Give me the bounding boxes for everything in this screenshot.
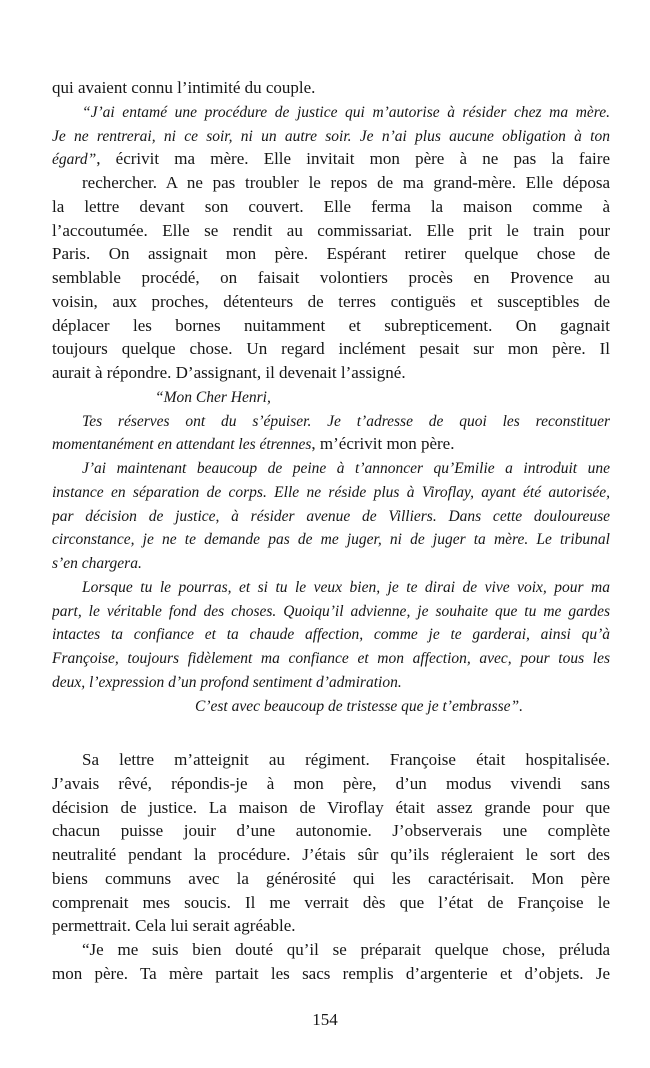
italic-text: Françoise, toujours fidèlement ma confiance et mon affection, avec, pour tous les: [52, 650, 610, 667]
italic-text: intactes ta confiance et ta chaude affection, comme je te garderai, ainsi qu’à: [52, 626, 610, 644]
text-line: [52, 796, 610, 820]
text-line: [52, 195, 610, 219]
text-line: [52, 409, 610, 433]
text-line: [52, 748, 610, 772]
text-line: [52, 504, 610, 528]
italic-text: momentanément en attendant les étrennes: [52, 436, 312, 454]
text-line: [52, 219, 610, 243]
text-line: [52, 385, 610, 409]
text-segment: décision de justice. La maison de Viroflay était assez grande pour que: [52, 797, 610, 817]
text-line: [52, 242, 610, 266]
text-segment: mon père. Ta mère partait les sacs remplis d’argenterie et d’objets. Je: [52, 963, 610, 983]
text-segment: la lettre devant son couvert. Elle ferma la maison comme à: [52, 196, 610, 216]
text-line: [52, 361, 610, 385]
text-line: [52, 670, 610, 694]
italic-text: instance en séparation de corps. Elle ne réside plus à Viroflay, ayant été autorisée,: [52, 483, 610, 501]
text-line: [52, 314, 610, 338]
text-line: [52, 694, 610, 718]
text-segment: rechercher. A ne pas troubler le repos de ma grand-mère. Elle déposa: [82, 173, 610, 192]
text-line: [52, 266, 610, 290]
text-line: [52, 646, 610, 670]
text-segment: , écrivit ma mère. Elle invitait mon père à ne pas la faire: [96, 149, 610, 169]
text-segment: chacun puisse jouir d’une autonomie. J’observerais une complète: [52, 821, 610, 841]
text-line: [52, 622, 610, 646]
text-segment: déplacer les bornes nuitamment et subrepticement. On gagnait: [52, 315, 610, 335]
text-line: [52, 575, 610, 599]
page-number: 154: [312, 1010, 338, 1029]
italic-text: circonstance, je ne te demande pas de me juger, ni de juger ta mère. Le tribunal: [52, 531, 610, 549]
italic-text: Lorsque tu le pourras, et si tu le veux bien, je te dirai de vive voix, pour ma: [82, 578, 610, 596]
text-segment: qui avaient connu l’intimité du couple.: [52, 78, 316, 97]
text-line: [52, 843, 610, 867]
italic-text: part, le véritable fond des choses. Quoiqu’il advienne, je souhaite que tu me gardes: [52, 602, 610, 620]
text-segment: neutralité pendant la procédure. J’étais sûr qu’ils régleraient le sort des: [52, 845, 610, 865]
text-line: [52, 551, 610, 575]
text-line: [52, 867, 610, 891]
text-line: [52, 527, 610, 551]
text-segment: biens communs avec la générosité qui les caractérisait. Mon père: [52, 868, 610, 888]
text-line: [52, 432, 610, 456]
text-line: [52, 171, 610, 195]
italic-text: par décision de justice, à résider avenue de Villiers. Dans cette douloureuse: [52, 507, 610, 525]
text-segment: Paris. On assignait mon père. Espérant retirer quelque chose de: [52, 244, 610, 264]
text-line: [52, 772, 610, 796]
text-line: [52, 147, 610, 171]
text-line: [52, 938, 610, 962]
text-segment: permettrait. Cela lui serait agréable.: [52, 916, 296, 936]
italic-text: deux, l’expression d’un profond sentiment d’admiration.: [52, 673, 402, 691]
italic-text: égard”: [52, 151, 97, 169]
italic-text: “J’ai entamé une procédure de justice qui m’autorise à résider chez ma mère.: [82, 103, 610, 121]
text-segment: aurait à répondre. D’assignant, il devenait l’assigné.: [52, 363, 406, 382]
text-segment: comprenait mes soucis. Il me verrait dès que l’état de Françoise le: [52, 892, 610, 912]
text-line: [52, 100, 610, 124]
italic-text: “Mon Cher Henri,: [155, 388, 271, 406]
text-line: [52, 962, 610, 986]
text-segment: Sa lettre m’atteignit au régiment. Françoise était hospitalisée.: [82, 750, 610, 770]
text-line: [52, 891, 610, 915]
text-line: [52, 124, 610, 148]
text-line: [52, 819, 610, 843]
text-line: [52, 76, 610, 100]
italic-text: C’est avec beaucoup de tristesse que je t’embrasse”.: [195, 697, 524, 715]
italic-text: s’en chargera.: [52, 555, 142, 572]
italic-text: Je ne rentrerai, ni ce soir, ni un autre soir. Je n’ai plus aucune obligation à ton: [52, 127, 610, 145]
text-segment: toujours quelque chose. Un regard inclément pesait sur mon père. Il: [52, 339, 610, 359]
text-line: [52, 290, 610, 314]
text-line: [52, 456, 610, 480]
text-line: [52, 914, 610, 938]
text-segment: l’accoutumée. Elle se rendit au commissariat. Elle prit le train pour: [52, 220, 610, 240]
text-line: [52, 480, 610, 504]
text-segment: “Je me suis bien douté qu’il se préparait quelque chose, préluda: [82, 940, 610, 960]
text-line: [52, 599, 610, 623]
text-line: [52, 337, 610, 361]
italic-text: Tes réserves ont du s’épuiser. Je t’adresse de quoi les reconstituer: [82, 412, 610, 430]
text-segment: , m’écrivit mon père.: [311, 434, 455, 454]
text-segment: semblable procédé, on faisait volontiers procès en Provence au: [52, 268, 610, 287]
italic-text: J’ai maintenant beaucoup de peine à t’annoncer qu’Emilie a introduit une: [82, 460, 610, 477]
text-segment: J’avais rêvé, répondis-je à mon père, d’un modus vivendi sans: [52, 773, 610, 793]
text-segment: voisin, aux proches, détenteurs de terres contiguës et susceptibles de: [52, 291, 610, 311]
